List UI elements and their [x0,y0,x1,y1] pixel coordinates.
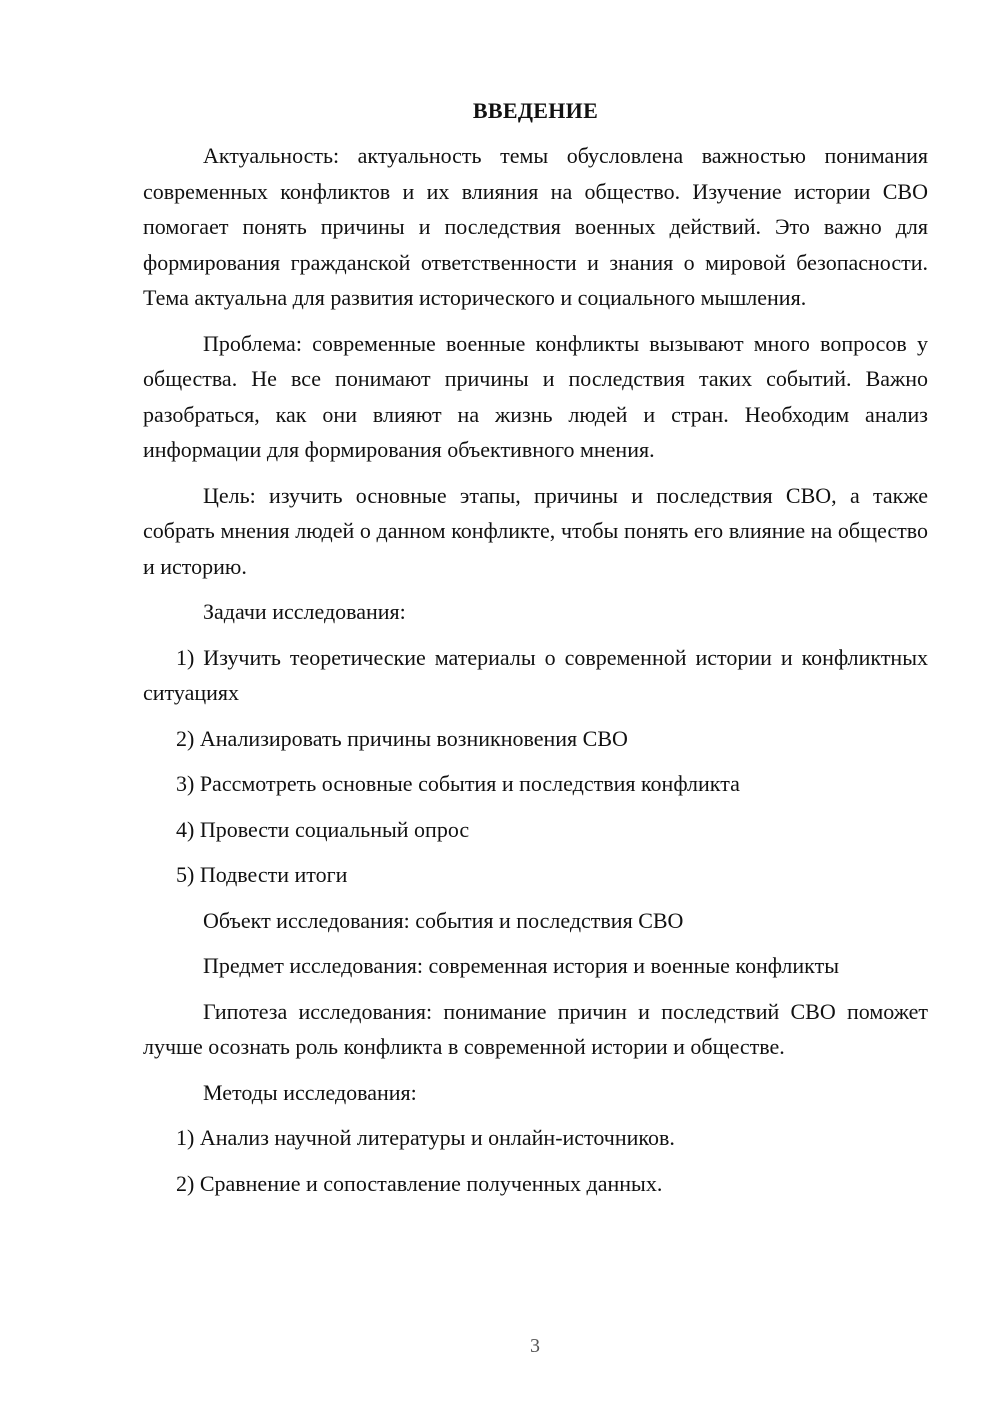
tasks-heading: Задачи исследования: [203,599,406,624]
task-item: 4) Провести социальный опрос [176,816,470,842]
goal-paragraph: Цель: изучить основные этапы, причины и последствия СВО, а также собрать мнения людей о данном конфликте, чтобы понять его влияние на общество и историю. [143,482,928,579]
hypothesis-paragraph: Гипотеза исследования: понимание причин и последствий СВО поможет лучше осознать роль конфликта в современной истории и обществе. [143,998,928,1059]
method-item: 2) Сравнение и сопоставление полученных данных. [176,1170,663,1196]
task-item: 2) Анализировать причины возникновения СВО [176,725,628,751]
document-body [143,93,928,1211]
methods-heading: Методы исследования: [203,1079,417,1105]
task-item: 3) Рассмотреть основные события и последствия конфликта [176,771,740,796]
section-title: ВВЕДЕНИЕ [472,98,599,123]
object-paragraph: Объект исследования: события и последствия СВО [203,907,684,933]
method-item: 1) Анализ научной литературы и онлайн-источников. [176,1125,675,1150]
subject-paragraph: Предмет исследования: современная история и военные конфликты [203,953,839,978]
page-number: 3 [530,1335,540,1357]
relevance-paragraph: Актуальность: актуальность темы обусловлена важностью понимания современных конфликтов и их влияния на общество. Изучение истории СВО помогает понять причины и последствия военных действий. Это важно для формирования гражданской ответственности и знания о мировой безопасности. Тема актуальна для развития исторического и социального мышления. [143,143,928,310]
problem-paragraph: Проблема: современные военные конфликты вызывают много вопросов у общества. Не все понимают причины и последствия таких событий. Важно разобраться, как они влияют на жизнь людей и стран. Необходим анализ информации для формирования объективного мнения. [143,330,928,462]
task-item: 1) Изучить теоретические материалы о современной истории и конфликтных ситуациях [143,644,928,705]
task-item: 5) Подвести итоги [176,862,348,887]
